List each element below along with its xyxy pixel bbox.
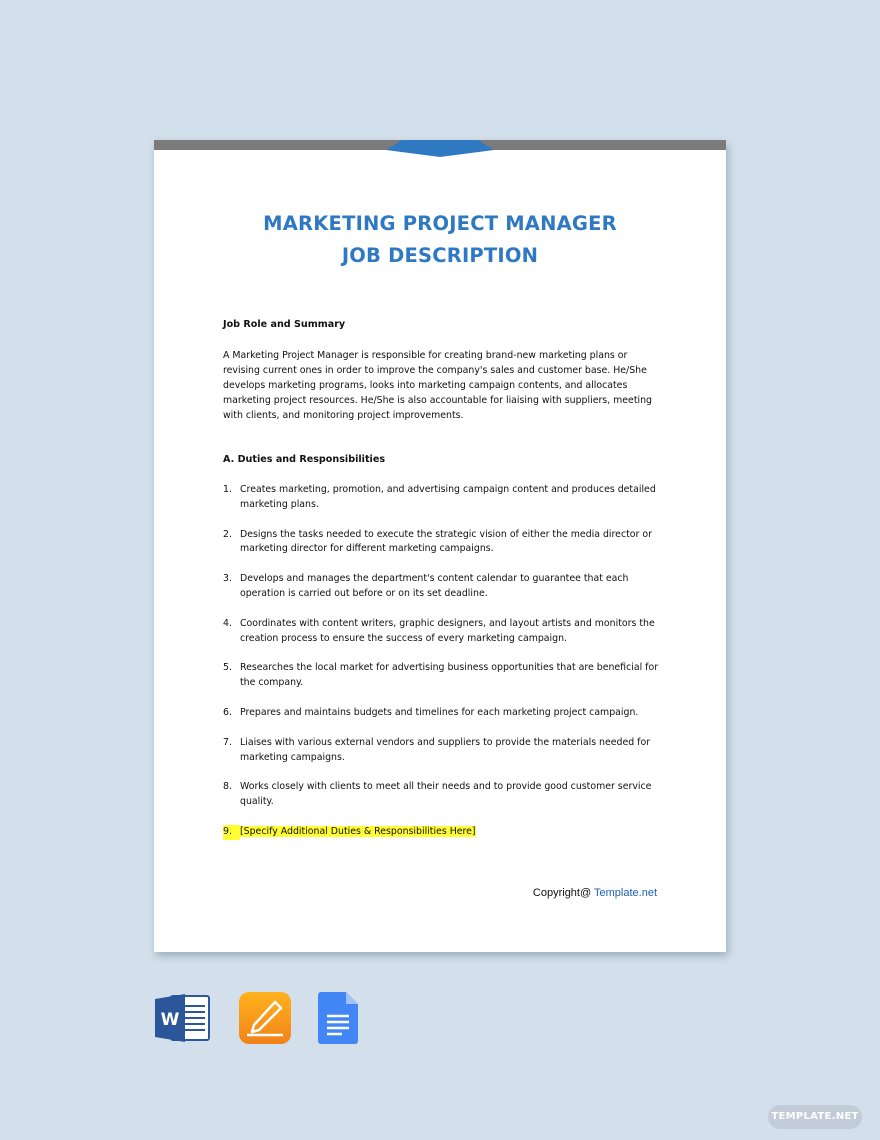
title-line-2: JOB DESCRIPTION bbox=[341, 244, 539, 267]
duty-item bbox=[223, 572, 663, 602]
blue-tab-ornament bbox=[386, 140, 494, 157]
duty-item bbox=[223, 706, 663, 721]
duty-text: Researches the local market for advertising business opportunities that are beneficial for the company. bbox=[240, 662, 659, 689]
section-heading-job-role: Job Role and Summary bbox=[223, 319, 346, 330]
template-net-watermark: TEMPLATE.NET bbox=[768, 1105, 862, 1129]
duty-number: 6. bbox=[223, 706, 232, 718]
duty-text: Prepares and maintains budgets and timelines for each marketing project campaign. bbox=[240, 706, 639, 718]
word-icon[interactable] bbox=[155, 992, 211, 1044]
duty-item bbox=[223, 617, 663, 647]
duty-number: 8. bbox=[223, 781, 232, 793]
duty-text: Liaises with various external vendors and suppliers to provide the materials needed for marketing campaigns. bbox=[240, 736, 651, 763]
duty-text: Coordinates with content writers, graphic designers, and layout artists and monitors the creation process to ensure the success of every marketing campaign. bbox=[240, 617, 655, 644]
duty-placeholder-text: [Specify Additional Duties & Responsibilities Here] bbox=[240, 825, 476, 837]
section-heading-duties: A. Duties and Responsibilities bbox=[223, 454, 386, 465]
duty-item-placeholder bbox=[223, 825, 663, 840]
summary-paragraph: A Marketing Project Manager is responsible for creating brand-new marketing plans or revising current ones in order to improve the company's sales and customer base. He/She develops marketing programs, looks into marketing campaign contents, and allocates marketing project resources. He/She is also accountable for liaising with suppliers, meeting with clients, and monitoring project improvements. bbox=[223, 350, 652, 421]
pages-icon[interactable] bbox=[239, 992, 291, 1044]
duty-text: Designs the tasks needed to execute the strategic vision of either the media director or marketing director for different marketing campaigns. bbox=[240, 528, 652, 555]
document-title bbox=[154, 208, 726, 272]
title-line-1: MARKETING PROJECT MANAGER bbox=[263, 212, 617, 235]
duty-item bbox=[223, 780, 663, 810]
document-page bbox=[154, 140, 726, 952]
duty-number: 3. bbox=[223, 573, 232, 585]
duty-item bbox=[223, 736, 663, 766]
duty-number: 2. bbox=[223, 528, 232, 540]
svg-text:W: W bbox=[160, 1010, 180, 1030]
duty-number: 9. bbox=[223, 825, 240, 840]
duties-list bbox=[223, 483, 663, 840]
document-body bbox=[223, 318, 663, 840]
template-net-link[interactable]: Template.net bbox=[594, 887, 657, 899]
duty-number: 1. bbox=[223, 484, 232, 495]
duty-item bbox=[223, 661, 663, 691]
duty-text: Creates marketing, promotion, and advertising campaign content and produces detailed marketing plans. bbox=[240, 484, 656, 510]
duty-text: Develops and manages the department's content calendar to guarantee that each operation is carried out before or on its set deadline. bbox=[240, 573, 629, 599]
google-docs-icon[interactable] bbox=[318, 992, 358, 1044]
duty-text: Works closely with clients to meet all their needs and to provide good customer service quality. bbox=[240, 781, 652, 808]
copyright-label: Copyright@ bbox=[532, 887, 595, 899]
duty-item bbox=[223, 528, 663, 558]
duty-number: 7. bbox=[223, 736, 232, 748]
duty-number: 5. bbox=[223, 662, 232, 674]
copyright-notice bbox=[533, 887, 657, 899]
duty-number: 4. bbox=[223, 617, 232, 629]
duty-item bbox=[223, 483, 663, 513]
